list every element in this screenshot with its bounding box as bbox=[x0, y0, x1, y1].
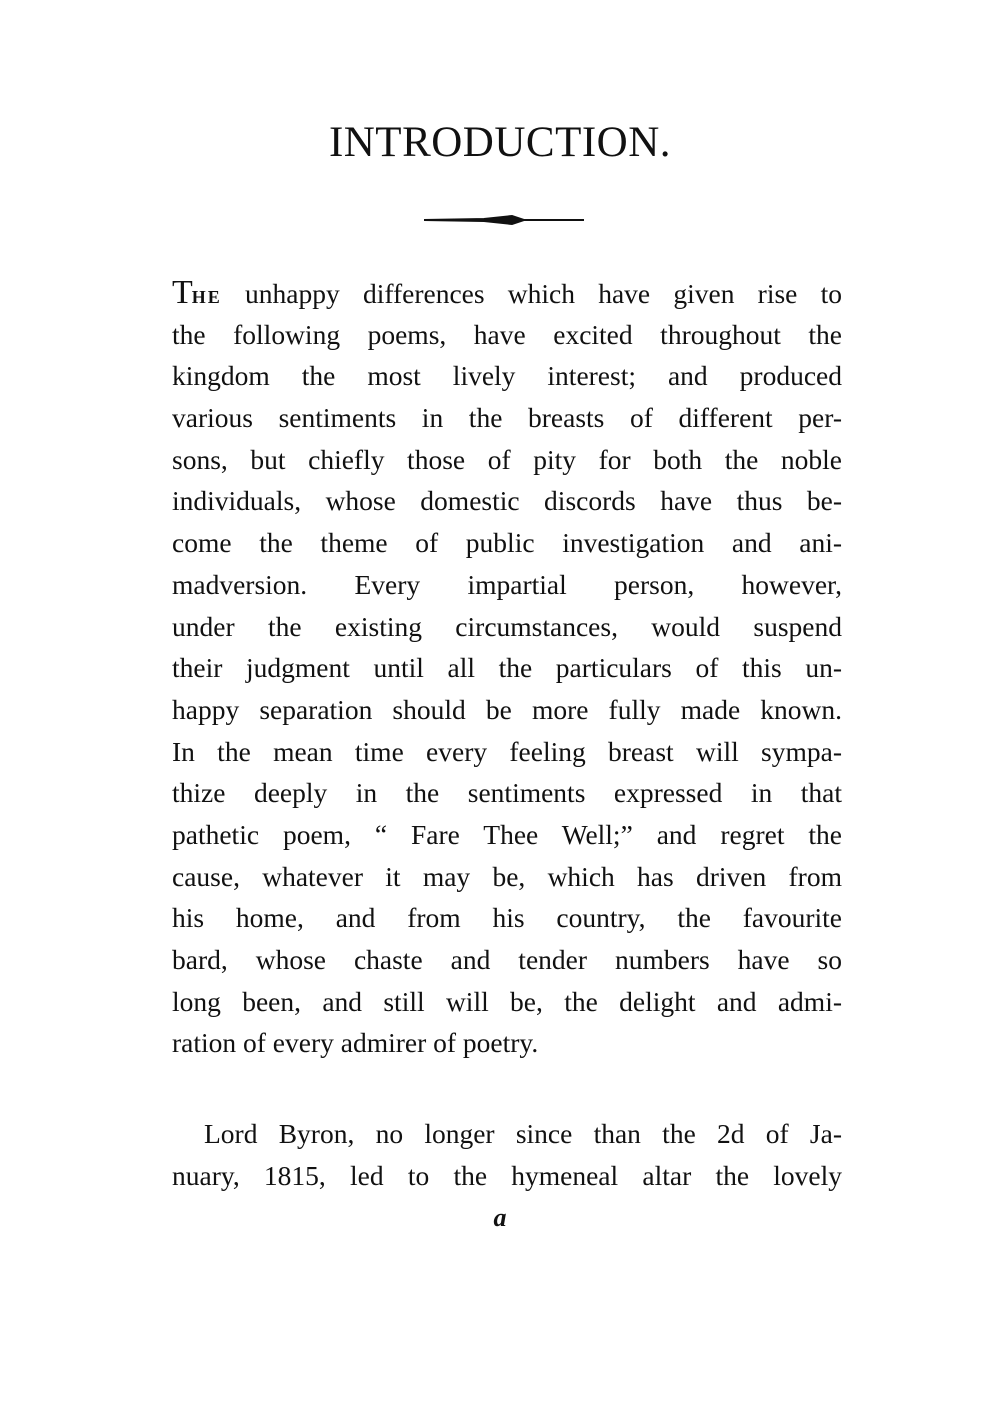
drop-cap: T bbox=[172, 274, 192, 311]
rule-ornament-icon bbox=[424, 210, 584, 230]
text-line: bard, whose chaste and tender numbers have so bbox=[172, 944, 842, 975]
text-line: ration of every admirer of poetry. bbox=[172, 1027, 539, 1059]
text-line: his home, and from his country, the favourite bbox=[172, 902, 842, 934]
drop-cap-continuation: HE bbox=[191, 287, 222, 307]
text-line: sons, but chiefly those of pity for both the noble bbox=[172, 443, 842, 475]
text-line: thize deeply in the sentiments expressed in that bbox=[172, 777, 842, 809]
text-line: individuals, whose domestic discords have thus be- bbox=[172, 485, 842, 517]
text-line: under the existing circumstances, would suspend bbox=[172, 610, 842, 642]
text-line: kingdom the most lively interest; and produced bbox=[172, 360, 842, 392]
page-title: INTRODUCTION. bbox=[328, 119, 672, 166]
text-line: the following poems, have excited throughout the bbox=[172, 318, 842, 350]
text-line: cause, whatever it may be, which has driven from bbox=[172, 860, 842, 892]
text-line: their judgment until all the particulars of this un- bbox=[172, 652, 842, 684]
text-line: Lord Byron, no longer since than the 2d of Ja- bbox=[204, 1118, 842, 1149]
text-line: happy separation should be more fully made known. bbox=[172, 693, 842, 725]
text-line: come the theme of public investigation and ani- bbox=[172, 527, 842, 559]
signature-mark: a bbox=[493, 1203, 507, 1232]
text-line: pathetic poem, “ Fare Thee Well;” and regret the bbox=[172, 818, 842, 850]
text-line bbox=[172, 272, 842, 314]
text-line: In the mean time every feeling breast will sympa- bbox=[172, 735, 842, 767]
paragraph-2 bbox=[172, 1113, 842, 1196]
text-line: madversion. Every impartial person, however, bbox=[172, 568, 842, 600]
text-line-rest: unhappy differences which have given rise to bbox=[221, 278, 842, 309]
paragraph-1 bbox=[172, 272, 842, 1064]
text-line: nuary, 1815, led to the hymeneal altar the lovely bbox=[172, 1159, 842, 1191]
text-line: long been, and still will be, the delight and admi- bbox=[172, 985, 842, 1017]
text-line: various sentiments in the breasts of different per- bbox=[172, 402, 842, 434]
